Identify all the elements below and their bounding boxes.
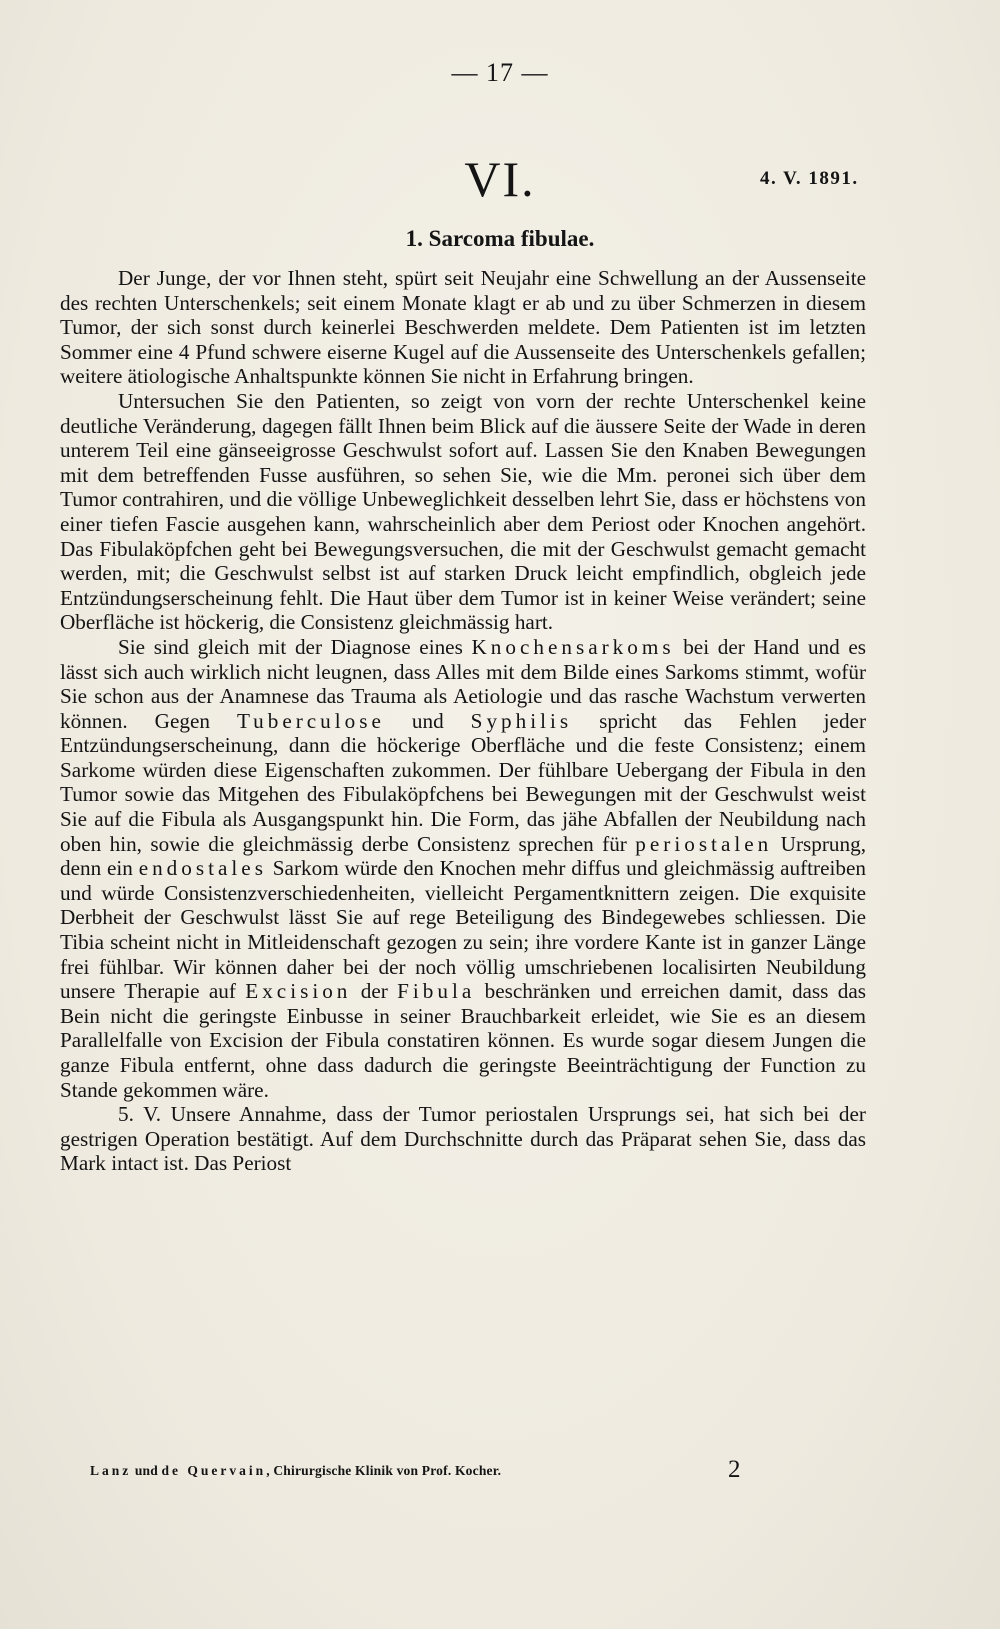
paragraph-3-text: Ursprung, denn ein bbox=[60, 831, 866, 881]
paragraph-3-text: beschränken und erreichen damit, dass das Bein nicht die geringste Einbusse in seiner Brauchbarkeit erleidet, wie Sie es an diesem Parallelfalle von Excision der Fibula constatiren können. Es wurde sogar diesem Jungen die ganze Fibula entfernt, ohne dass dadurch die geringste Beeinträchtigung der Function zu Stande gekommen wäre. bbox=[60, 979, 866, 1102]
page-number: — 17 — bbox=[451, 58, 549, 87]
footer-author: de Quervain bbox=[161, 1463, 267, 1478]
paragraph-3-text: bei der Hand und es lässt sich auch wirklich nicht leugnen, dass Alles mit dem Bilde eines Sarkoms stimmt, wofür Sie schon aus der Anamnese das Trauma als Aetiologie und das rasche Wachstum verwerten können. Gegen bbox=[60, 634, 867, 733]
paragraph-2 bbox=[60, 389, 866, 635]
footer-conjunction: und bbox=[131, 1463, 162, 1478]
paragraph-1 bbox=[60, 266, 866, 389]
paragraph-2-text: Untersuchen Sie den Patienten, so zeigt von vorn der rechte Unterschenkel keine deutliche Veränderung, dagegen fällt Ihnen beim Blick auf die äussere Seite der Wade in deren unterem Teil eine gänseeigrosse Geschwulst sofort auf. Lassen Sie den Knaben Bewegungen mit dem betreffenden Fusse ausführen, so sehen Sie, wie die Mm. peronei sich über dem Tumor contrahiren, und die völlige Unbeweglichkeit desselben lehrt Sie, dass er höchstens von einer tiefen Fascie ausgehen kann, wahrscheinlich aber dem Periost oder Knochen angehört. Das Fibulaköpfchen geht bei Bewegungsversuchen, die mit der Geschwulst gemacht gemacht werden, mit; die Geschwulst selbst ist auf starken Druck leicht empfindlich, obgleich jede Entzündungserscheinung fehlt. Die Haut über dem Tumor ist in keiner Weise verändert; seine Oberfläche ist höckerig, die Consistenz gleichmässig hart. bbox=[60, 388, 866, 635]
paragraph-3-text: Sie sind gleich mit der Diagnose eines bbox=[118, 634, 472, 659]
section-title: 1. Sarcoma fibulae. bbox=[405, 226, 595, 251]
footer-author: Lanz bbox=[90, 1463, 132, 1478]
chapter-heading: VI. bbox=[464, 151, 536, 207]
paragraph-3 bbox=[60, 635, 866, 1102]
paragraph-3-text: spricht das Fehlen jeder Entzündungserscheinung, dann die höckerige Oberfläche und die feste Consistenz; einem Sarkome würden diese Eigenschaften zukommen. Der fühlbare Uebergang der Fibula in den Tumor sowie das Mitgehen des Fibulaköpfchens bei Bewegungen mit der Geschwulst weist Sie auf die Fibula als Ausgangspunkt hin. Die Form, das jähe Abfallen der Neubildung nach oben hin, sowie die gleichmässig derbe Consistenz sprechen für bbox=[60, 708, 867, 856]
paragraph-4-text: 5. V. Unsere Annahme, dass der Tumor periostalen Ursprungs sei, hat sich bei der gestrigen Operation bestätigt. Auf dem Durchschnitte durch das Präparat sehen Sie, dass das Mark intact ist. Das Periost bbox=[60, 1102, 866, 1176]
paragraph-3-text: der bbox=[351, 979, 398, 1004]
spaced-term: endostales bbox=[138, 856, 267, 881]
spaced-term: Excision bbox=[245, 979, 352, 1004]
paragraph-3-text: und bbox=[384, 708, 471, 733]
printer-signature-mark: 2 bbox=[728, 1456, 741, 1483]
spaced-term: Syphilis bbox=[470, 708, 573, 733]
spaced-term: Tuberculose bbox=[236, 708, 385, 733]
spaced-term: Fibula bbox=[397, 979, 476, 1004]
paragraph-3-text: Sarkom würde den Knochen mehr diffus und gleichmässig auftreiben und würde Consistenzverschiedenheiten, vielleicht Pergamentknittern zeigen. Die exquisite Derbheit der Geschwulst lässt Sie auf rege Beteiligung des Bindegewebes schliessen. Die Tibia scheint nicht in Mitleidenschaft gezogen zu sein; ihre vordere Kante ist in ganzer Länge frei fühlbar. Wir können daher bei der noch völlig umschriebenen localisirten Neubildung unsere Therapie auf bbox=[60, 856, 866, 1004]
body-text bbox=[60, 266, 866, 1176]
spaced-term: Knochensarkoms bbox=[471, 634, 675, 659]
spaced-term: periostalen bbox=[635, 831, 773, 856]
lecture-date: 4. V. 1891. bbox=[760, 168, 859, 189]
footer-citation bbox=[90, 1463, 750, 1479]
footer-title: , Chirurgische Klinik von Prof. Kocher. bbox=[266, 1463, 502, 1478]
paragraph-4 bbox=[60, 1102, 866, 1176]
paragraph-1-text: Der Junge, der vor Ihnen steht, spürt seit Neujahr eine Schwellung an der Aussenseite des rechten Unterschenkels; seit einem Monate klagt er ab und zu über Schmerzen in diesem Tumor, der sich sonst durch keinerlei Beschwerden meldete. Dem Patienten ist im letzten Sommer eine 4 Pfund schwere eiserne Kugel auf die Aussenseite des Unterschenkels gefallen; weitere ätiologische Anhaltspunkte können Sie nicht in Erfahrung bringen. bbox=[60, 266, 866, 389]
